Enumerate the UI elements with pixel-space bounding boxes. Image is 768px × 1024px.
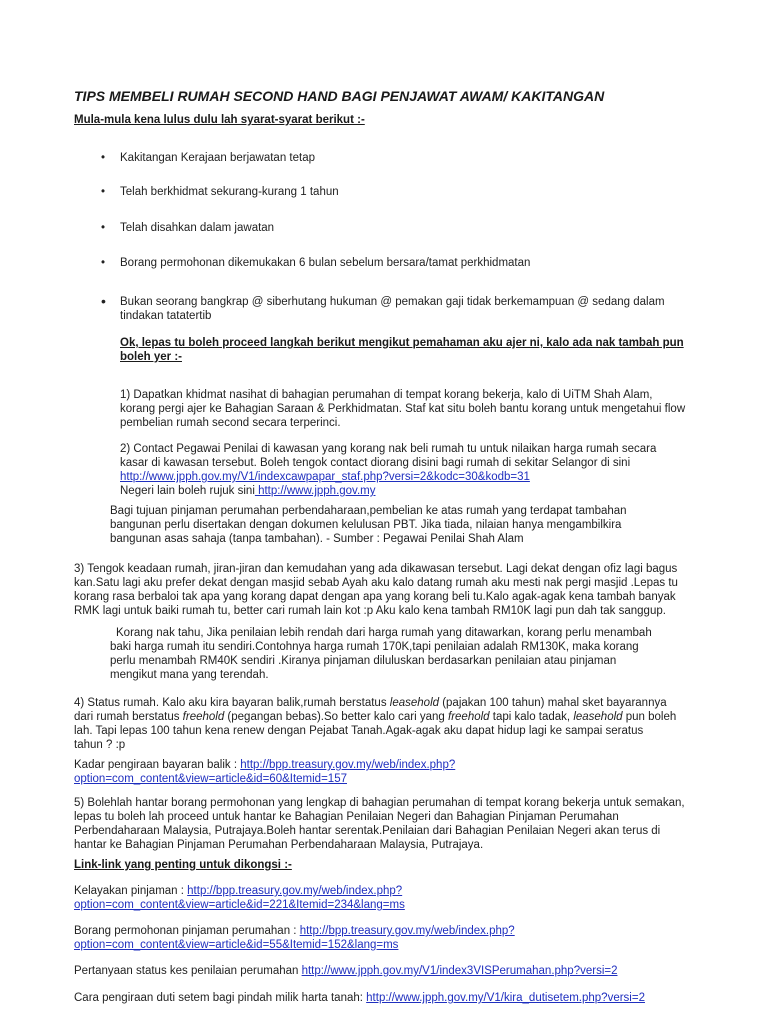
step-5-line: Perbendaharaan Malaysia, Putrajaya.Boleh hantar serentak.Penilaian dari Bahagian Penilaian Negeri akan terus di bbox=[74, 825, 661, 837]
list-item: Bukan seorang bangkrap @ siberhutang hukuman @ pemakan gaji tidak berkemampuan @ sedang dalam bbox=[120, 296, 665, 308]
requirements-heading: Mula-mula kena lulus dulu lah syarat-syarat berikut :- bbox=[74, 114, 365, 126]
step-4-line bbox=[74, 710, 676, 724]
kadar-link-continued[interactable]: option=com_content&view=article&id=60&Itemid=157 bbox=[74, 773, 347, 785]
step-4-term: leasehold bbox=[389, 697, 440, 709]
links-heading: Link-link yang penting untuk dikongsi :- bbox=[74, 859, 292, 871]
pbt-note-line: bangunan asas sahaja (tanpa tambahan). - Sumber : Pegawai Penilai Shah Alam bbox=[110, 533, 524, 545]
duti-prefix: Cara pengiraan duti setem bagi pindah milik harta tanah: bbox=[74, 992, 367, 1004]
kelayakan-line bbox=[74, 884, 402, 898]
step-4-line bbox=[74, 696, 667, 710]
bullet-icon: • bbox=[101, 222, 106, 234]
page-title: TIPS MEMBELI RUMAH SECOND HAND BAGI PENJAWAT AWAM/ KAKITANGAN bbox=[74, 88, 605, 104]
borang-prefix: Borang permohonan pinjaman perumahan : bbox=[74, 925, 300, 937]
list-item: Kakitangan Kerajaan berjawatan tetap bbox=[120, 152, 316, 164]
steps-heading-continued: boleh yer :- bbox=[120, 351, 182, 363]
kadar-line bbox=[74, 758, 455, 772]
step-2-line: kasar di kawasan tersebut. Boleh tengok contact diorang disini bagi rumah di sekitar Selangor di sini bbox=[120, 457, 631, 469]
step-4-term: freehold bbox=[448, 711, 490, 723]
bullet-icon: • bbox=[101, 293, 106, 309]
step-4-term: freehold bbox=[182, 711, 225, 723]
step-1-line: pembelian rumah second secara terperinci. bbox=[120, 417, 341, 429]
borang-line bbox=[74, 924, 515, 938]
penilaian-note-line: Korang nak tahu, Jika penilaian lebih rendah dari harga rumah yang ditawarkan, korang perlu menambah bbox=[116, 627, 652, 639]
step-2-line: 2) Contact Pegawai Penilai di kawasan yang korang nak beli rumah tu untuk nilaikan harga rumah secara bbox=[120, 443, 657, 455]
step-2-other-states bbox=[120, 484, 375, 498]
penilaian-note-line: perlu menambah RM40K sendiri .Kiranya pinjaman diluluskan berdasarkan penilaian atau pinjaman bbox=[110, 655, 617, 667]
step-3-line: kan.Satu lagi aku prefer dekat dengan masjid sebab Ayah aku kalo datang rumah aku mesti nak pergi masjid .Lepas tu bbox=[74, 577, 678, 589]
borang-link[interactable]: http://bpp.treasury.gov.my/web/index.php? bbox=[299, 925, 515, 937]
duti-link[interactable]: http://www.jpph.gov.my/V1/kira_dutisetem.php?versi=2 bbox=[366, 992, 645, 1004]
step-4-text: tapi kalo tadak, bbox=[489, 711, 574, 723]
bullet-icon: • bbox=[101, 152, 106, 164]
pbt-note-line: Bagi tujuan pinjaman perumahan perbendaharaan,pembelian ke atas rumah yang terdapat tambahan bbox=[110, 505, 627, 517]
penilaian-note-line: mengikut mana yang terendah. bbox=[110, 669, 269, 681]
step-4-text: (pajakan 100 tahun) mahal sket bayarannya bbox=[439, 697, 667, 709]
step-5-line: 5) Bolehlah hantar borang permohonan yang lengkap di bahagian perumahan di tempat korang bekerja untuk semakan, bbox=[74, 797, 685, 809]
step-1-line: 1) Dapatkan khidmat nasihat di bahagian perumahan di tempat korang bekerja, kalo di UiTM Shah Alam, bbox=[120, 389, 653, 401]
status-prefix: Pertanyaan status kes penilaian perumahan bbox=[74, 965, 302, 977]
bullet-icon: • bbox=[101, 186, 106, 198]
kadar-prefix: Kadar pengiraan bayaran balik : bbox=[74, 759, 241, 771]
step-3-line: 3) Tengok keadaan rumah, jiran-jiran dan kemudahan yang ada dikawasan tersebut. Lagi dekat dengan ofiz lagi bagus bbox=[74, 563, 678, 575]
steps-heading: Ok, lepas tu boleh proceed langkah berikut mengikut pemahaman aku ajer ni, kalo ada nak tambah pun bbox=[120, 337, 684, 349]
status-line bbox=[74, 964, 618, 978]
step-4-text: (pegangan bebas).So better kalo cari yang bbox=[224, 711, 448, 723]
step-4-line: lah. Tapi lepas 100 tahun kena renew dengan Pejabat Tanah.Agak-agak aku dapat hidup lagi ke sampai seratus bbox=[74, 725, 644, 737]
list-item: Telah berkhidmat sekurang-kurang 1 tahun bbox=[120, 186, 339, 198]
step-3-line: RMK lagi untuk baiki rumah tu, better cari rumah lain kot :p Aku kalo kena tambah RM10K lagi pun dah tak sanggup. bbox=[74, 605, 666, 617]
borang-link-continued[interactable]: option=com_content&view=article&id=55&Itemid=152&lang=ms bbox=[74, 939, 399, 951]
pbt-note-line: bangunan perlu disertakan dengan dokumen kelulusan PBT. Jika tiada, nilaian hanya mengambilkira bbox=[110, 519, 622, 531]
kelayakan-prefix: Kelayakan pinjaman : bbox=[74, 885, 188, 897]
step-1-line: korang pergi ajer ke Bahagian Saraan & Perkhidmatan. Staf kat situ boleh bantu korang untuk mengetahui flow bbox=[120, 403, 686, 415]
step-2-other-prefix: Negeri lain boleh rujuk sini bbox=[120, 485, 255, 497]
list-item: Borang permohonan dikemukakan 6 bulan sebelum bersara/tamat perkhidmatan bbox=[120, 257, 531, 269]
jpph-home-link[interactable]: http://www.jpph.gov.my bbox=[254, 485, 376, 497]
step-5-line: hantar ke Bahagian Pinjaman Perumahan Perbendaharaan Malaysia, Putrajaya. bbox=[74, 839, 484, 851]
kelayakan-link[interactable]: http://bpp.treasury.gov.my/web/index.php? bbox=[187, 885, 403, 897]
list-item-continued: tindakan tatatertib bbox=[120, 310, 212, 322]
step-4-line: tahun ? :p bbox=[74, 739, 126, 751]
step-4-text: pun boleh bbox=[622, 711, 677, 723]
step-5-line: lepas tu boleh lah proceed untuk hantar ke Bahagian Penilaian Negeri dan Bahagian Pinjaman Perumahan bbox=[74, 811, 619, 823]
kelayakan-link-continued[interactable]: option=com_content&view=article&id=221&Itemid=234&lang=ms bbox=[74, 899, 405, 911]
jpph-selangor-link[interactable]: http://www.jpph.gov.my/V1/indexcawpapar_staf.php?versi=2&kodc=30&kodb=31 bbox=[120, 471, 530, 483]
penilaian-note-line: baki harga rumah itu sendiri.Contohnya harga rumah 170K,tapi penilaian adalah RM130K, maka korang bbox=[110, 641, 639, 653]
kadar-link[interactable]: http://bpp.treasury.gov.my/web/index.php? bbox=[240, 759, 456, 771]
step-4-term: leasehold bbox=[573, 711, 623, 723]
duti-line bbox=[74, 991, 645, 1005]
step-4-text: dari rumah berstatus bbox=[74, 711, 183, 723]
step-3-line: korang rasa berbaloi tak apa yang korang dapat dengan apa yang korang beli tu.Kalo agak-agak kena tambah banyak bbox=[74, 591, 676, 603]
status-link[interactable]: http://www.jpph.gov.my/V1/index3VISPerumahan.php?versi=2 bbox=[301, 965, 618, 977]
step-4-text: 4) Status rumah. Kalo aku kira bayaran balik,rumah berstatus bbox=[74, 697, 390, 709]
bullet-icon: • bbox=[101, 257, 106, 269]
list-item: Telah disahkan dalam jawatan bbox=[120, 222, 275, 234]
